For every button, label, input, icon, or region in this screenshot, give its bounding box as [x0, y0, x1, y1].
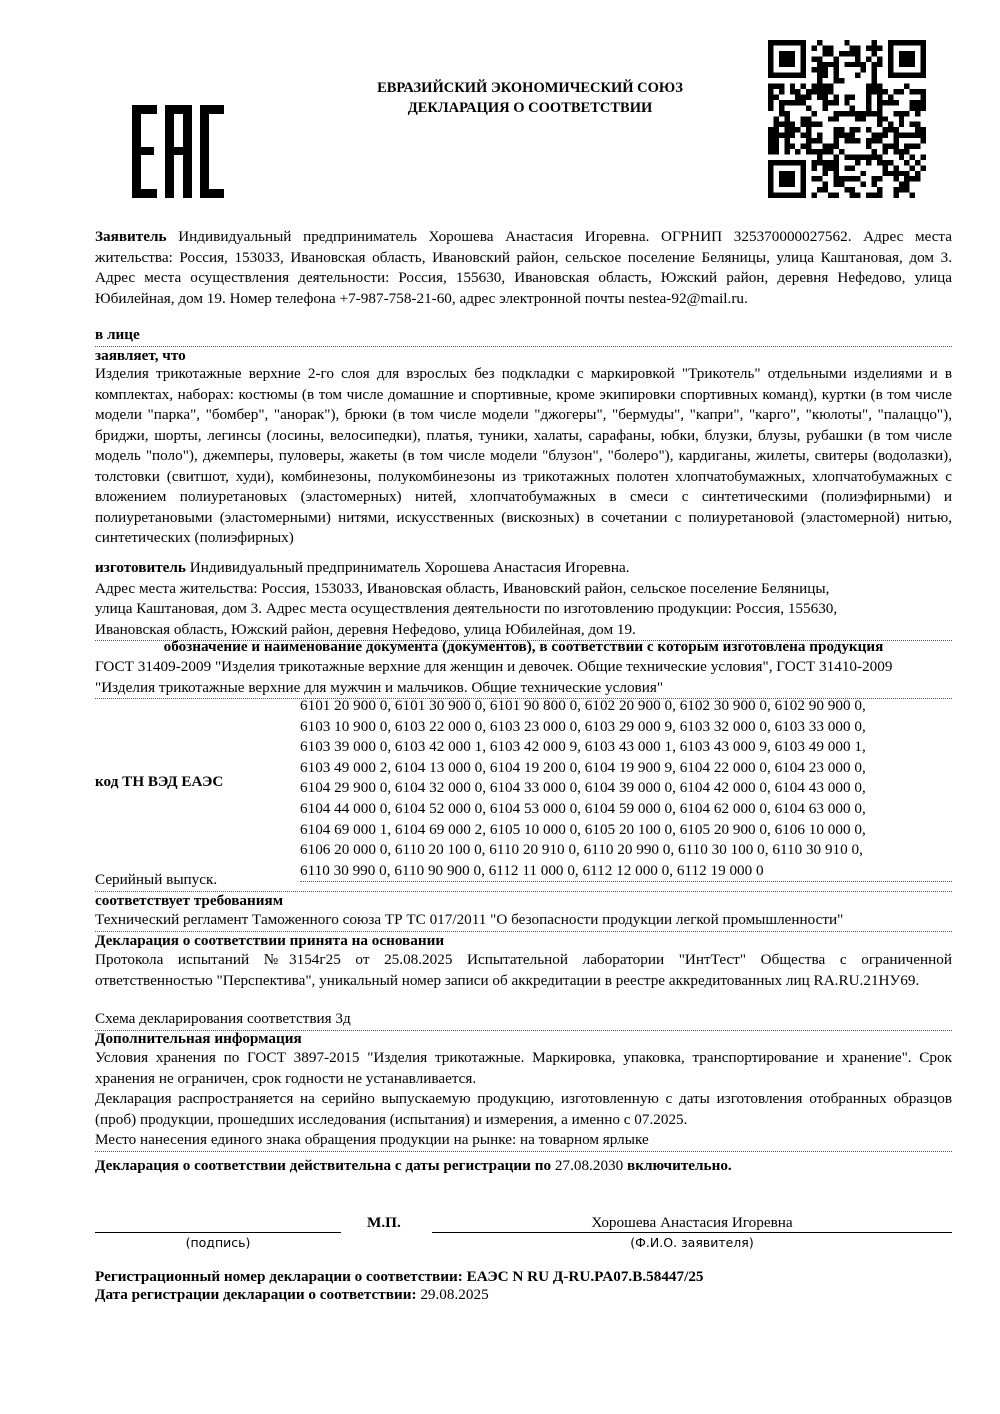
manufacturer-address-line: улица Каштановая, дом 3. Адрес места осуществления деятельности по изготовлению продукции: Россия, 155630,: [95, 600, 838, 617]
declares-label: заявляет, что: [95, 347, 186, 364]
declaration-scope: Декларация распространяется на серийно выпускаемую продукцию, изготовленную с даты изготовления отобранных образцов (проб) продукции, прошедших исследования (испытания) и измерения, а именно с 07.2025.: [95, 1090, 952, 1128]
validity-date: 27.08.2030: [554, 1157, 624, 1174]
additional-info: [95, 1048, 952, 1152]
qr-code-icon: [768, 40, 926, 198]
union-title: ЕВРАЗИЙСКИЙ ЭКОНОМИЧЕСКИЙ СОЮЗ: [377, 80, 683, 96]
applicant-label: Заявитель: [95, 228, 167, 245]
registration-date-label: Дата регистрации декларации о соответствии:: [95, 1286, 421, 1303]
mark-placement: Место нанесения единого знака обращения продукции на рынке: на товарном ярлыке: [95, 1131, 649, 1148]
declaration-scheme: Схема декларирования соответствия 3д: [95, 1009, 952, 1031]
tnved-code-line: 6110 30 990 0, 6110 90 900 0, 6112 11 000 0, 6112 12 000 0, 6112 19 000 0: [300, 861, 764, 879]
tnved-code-line: 6101 20 900 0, 6101 30 900 0, 6101 90 800 0, 6102 20 900 0, 6102 30 900 0, 6102 90 900 0,: [300, 697, 866, 714]
compliance-heading: соответствует требованиям: [95, 892, 284, 909]
tnved-code-line: 6103 39 000 0, 6103 42 000 1, 6103 42 000 9, 6103 43 000 1, 6103 43 000 9, 6103 49 000 1,: [300, 738, 866, 756]
standards-heading: обозначение и наименование документа (документов), в соответствии с которым изготовлена продукция: [163, 638, 884, 655]
tnved-code-line: 6104 29 900 0, 6104 32 000 0, 6104 33 000 0, 6104 39 000 0, 6104 42 000 0, 6104 43 000 0,: [300, 779, 866, 797]
stamp-placeholder: М.П.: [367, 1214, 401, 1231]
basis-heading: Декларация о соответствии принята на основании: [95, 932, 445, 949]
registration-number-value: ЕАЭС N RU Д-RU.PA07.B.58447/25: [466, 1268, 704, 1285]
standards-text: ГОСТ 31409-2009 "Изделия трикотажные верхние для женщин и девочек. Общие технические условия", ГОСТ 31410-2009 "Изделия трикотажные верхние для мужчин и мальчиков. Общие технические условия": [95, 657, 952, 699]
tnved-code-line: 6104 44 000 0, 6104 52 000 0, 6104 53 000 0, 6104 59 000 0, 6104 62 000 0, 6104 63 000 0,: [300, 799, 866, 817]
registration-date: [95, 1285, 952, 1306]
applicant-section: [95, 227, 952, 309]
manufacturer-name: Индивидуальный предприниматель Хорошева Анастасия Игоревна.: [185, 559, 630, 576]
signature-line: [95, 1232, 341, 1233]
product-description: Изделия трикотажные верхние 2-го слоя для взрослых без подкладки с маркировкой "Трикотель" отдельными изделиями и в комплектах, наборах: костюмы (в том числе домашние и спортивные, кроме экипировки спортивных команд), куртки (в том числе модели "парка", "бомбер", "анорак"), брюки (в том числе модели "джогеры", "бермуды", "капри", "карго", "кюлоты", "палаццо"), бриджи, шорты, легинсы (лосины, велосипедки), платья, туники, халаты, сарафаны, юбки, блузки, блузы, рубашки (в том числе модель "поло"), джемперы, пуловеры, жакеты (в том числе модели "блузон", "болеро"), кардиганы, жилеты, свитеры (водолазки), толстовки (свитшот, худи), комбинезоны, полукомбинезоны из трикотажных полотен хлопчатобумажных, хлопчатобумажных с вложением полиуретановых (эластомерных) нитей, хлопчатобумажных в смеси с синтетическими (полиэфирными) и полиуретановыми (эластомерными) нитями, искусственных (вискозных) в сочетании с полиуретановой (эластомерной) нитью, синтетических (полиэфирных): [95, 365, 952, 546]
manufacturer-address-line: Адрес места жительства: Россия, 153033, Ивановская область, Ивановский район, сельское поселение Беляницы,: [95, 579, 830, 597]
manufacturer-section: [95, 558, 952, 641]
signature-caption: (подпись): [185, 1235, 251, 1250]
registration-number-label: Регистрационный номер декларации о соответствии:: [95, 1268, 467, 1285]
tnved-codes: [300, 696, 952, 882]
eac-logo: [132, 105, 224, 198]
tnved-code-line: 6103 49 000 2, 6104 13 000 0, 6104 19 200 0, 6104 19 900 9, 6104 22 000 0, 6104 23 000 0,: [300, 758, 866, 776]
manufacturer-label: изготовитель: [95, 559, 186, 576]
name-line: [432, 1232, 952, 1233]
manufacturer-address-line: Ивановская область, Южский район, деревня Нефедово, улица Юбилейная, дом 19.: [95, 620, 636, 638]
tnved-code-line: 6104 69 000 1, 6104 69 000 2, 6105 10 000 0, 6105 20 100 0, 6105 20 900 0, 6106 10 000 0,: [300, 820, 866, 838]
basis-text: Протокола испытаний №3154г25 от 25.08.2025 Испытательной лаборатории "ИнтТест" Общества с ограниченной ответственностью "Перспектива", уникальный номер записи об аккредитации в реестре аккредитованных лиц RA.RU.21НУ69.: [95, 951, 952, 989]
tnved-label: код ТН ВЭД ЕАЭС: [95, 773, 224, 790]
signer-name: Хорошева Анастасия Игоревна: [591, 1214, 793, 1231]
validity-suffix: включительно.: [623, 1157, 732, 1174]
registration-date-value: 29.08.2025: [420, 1286, 489, 1303]
serial-release: Серийный выпуск.: [95, 870, 952, 892]
compliance-text: Технический регламент Таможенного союза ТР ТС 017/2011 "О безопасности продукции легкой промышленности": [95, 910, 952, 932]
name-caption: (Ф.И.О. заявителя): [630, 1235, 754, 1250]
applicant-text: Индивидуальный предприниматель Хорошева Анастасия Игоревна. ОГРНИП 325370000027562. Адрес места жительства: Россия, 153033, Ивановская область, Ивановский район, сельское поселение Беляницы, улица Каштановая, дом 3. Адрес места осуществления деятельности: Россия, 155630, Ивановская область, Южский район, деревня Нефедово, улица Юбилейная, дом 19. Номер телефона +7-987-758-21-60, адрес электронной почты nestea-92@mail.ru.: [95, 228, 952, 307]
additional-info-heading: Дополнительная информация: [95, 1030, 302, 1047]
document-title: ДЕКЛАРАЦИЯ О СООТВЕТСТВИИ: [407, 100, 653, 116]
tnved-code-line: 6106 20 000 0, 6110 20 100 0, 6110 20 910 0, 6110 20 990 0, 6110 30 100 0, 6110 30 910 0,: [300, 841, 863, 859]
tnved-code-line: 6103 10 900 0, 6103 22 000 0, 6103 23 000 0, 6103 29 000 9, 6103 32 000 0, 6103 33 000 0,: [300, 717, 866, 735]
storage-conditions: Условия хранения по ГОСТ 3897-2015 "Изделия трикотажные. Маркировка, упаковка, транспортирование и хранение". Срок хранения не ограничен, срок годности не устанавливается.: [95, 1049, 952, 1087]
validity-statement: [95, 1156, 952, 1177]
validity-prefix: Декларация о соответствии действительна с даты регистрации по: [95, 1157, 555, 1174]
in-person-label: в лице: [95, 325, 952, 347]
